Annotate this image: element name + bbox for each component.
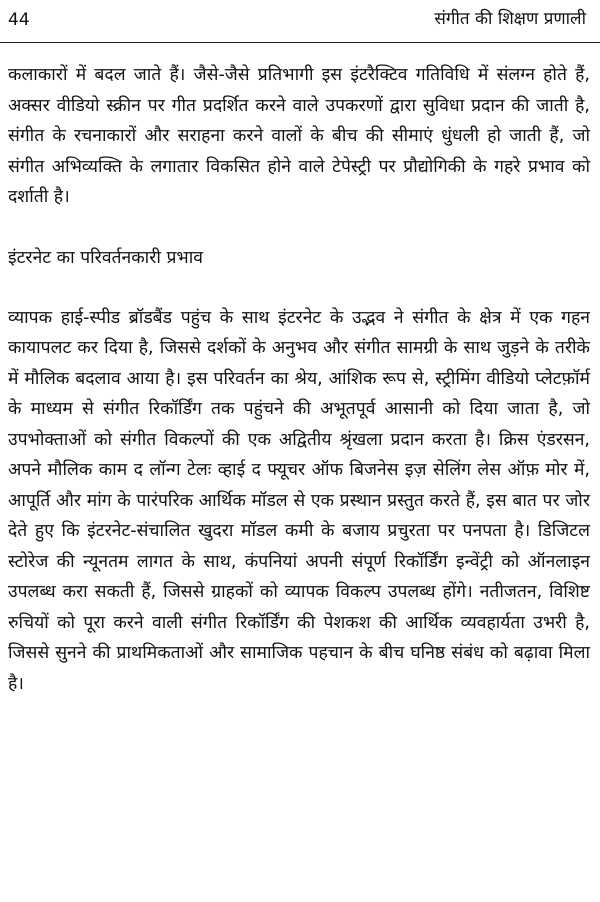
- page-number: 44: [8, 10, 30, 30]
- page-body: [8, 60, 590, 699]
- paragraph-internet-impact: व्यापक हाई-स्पीड ब्रॉडबैंड पहुंच के साथ इंटरनेट के उद्भव ने संगीत के क्षेत्र में एक गहन कायापलट कर दिया है, जिससे दर्शकों के अनुभव और संगीत सामग्री के साथ जुड़ने के तरीके में मौलिक बदलाव आया है। इस परिवर्तन का श्रेय, आंशिक रूप से, स्ट्रीमिंग वीडियो प्लेटफ़ॉर्म के माध्यम से संगीत रिकॉर्डिंग तक पहुंचने की अभूतपूर्व आसानी को दिया जाता है, जो उपभोक्ताओं को संगीत विकल्पों की एक अद्वितीय श्रृंखला प्रदान करता है। क्रिस एंडरसन, अपने मौलिक काम द लॉन्ग टेलः व्हाई द फ्यूचर ऑफ बिजनेस इज़ सेलिंग लेस ऑफ़ मोर में, आपूर्ति और मांग के पारंपरिक आर्थिक मॉडल से एक प्रस्थान प्रस्तुत करते हैं, इस बात पर जोर देते हुए कि इंटरनेट-संचालित खुदरा मॉडल कमी के बजाय प्रचुरता पर पनपता है। डिजिटल स्टोरेज की न्यूनतम लागत के साथ, कंपनियां अपनी संपूर्ण रिकॉर्डिंग इन्वेंट्री को ऑनलाइन उपलब्ध करा सकती हैं, जिससे ग्राहकों को व्यापक विकल्प उपलब्ध होंगे। नतीजतन, विशिष्ट रुचियों को पूरा करने वाली संगीत रिकॉर्डिंग की पेशकश की आर्थिक व्यवहार्यता उभरी है, जिससे सुनने की प्राथमिकताओं और सामाजिक पहचान के बीच घनिष्ठ संबंध को बढ़ावा मिला है।: [8, 307, 590, 694]
- page-header: [0, 0, 600, 43]
- paragraph-intro: कलाकारों में बदल जाते हैं। जैसे-जैसे प्रतिभागी इस इंटरैक्टिव गतिविधि में संलग्न होते हैं, अक्सर वीडियो स्क्रीन पर गीत प्रदर्शित करने वाले उपकरणों द्वारा सुविधा प्रदान की जाती है, संगीत के रचनाकारों और सराहना करने वालों के बीच की सीमाएं धुंधली हो जाती हैं, जो संगीत अभिव्यक्ति के लगातार विकसित होने वाले टेपेस्ट्री पर प्रौद्योगिकी के गहरे प्रभाव को दर्शाती है।: [8, 65, 590, 207]
- running-title: संगीत की शिक्षण प्रणाली: [434, 9, 586, 29]
- section-heading: इंटरनेट का परिवर्तनकारी प्रभाव: [8, 247, 203, 268]
